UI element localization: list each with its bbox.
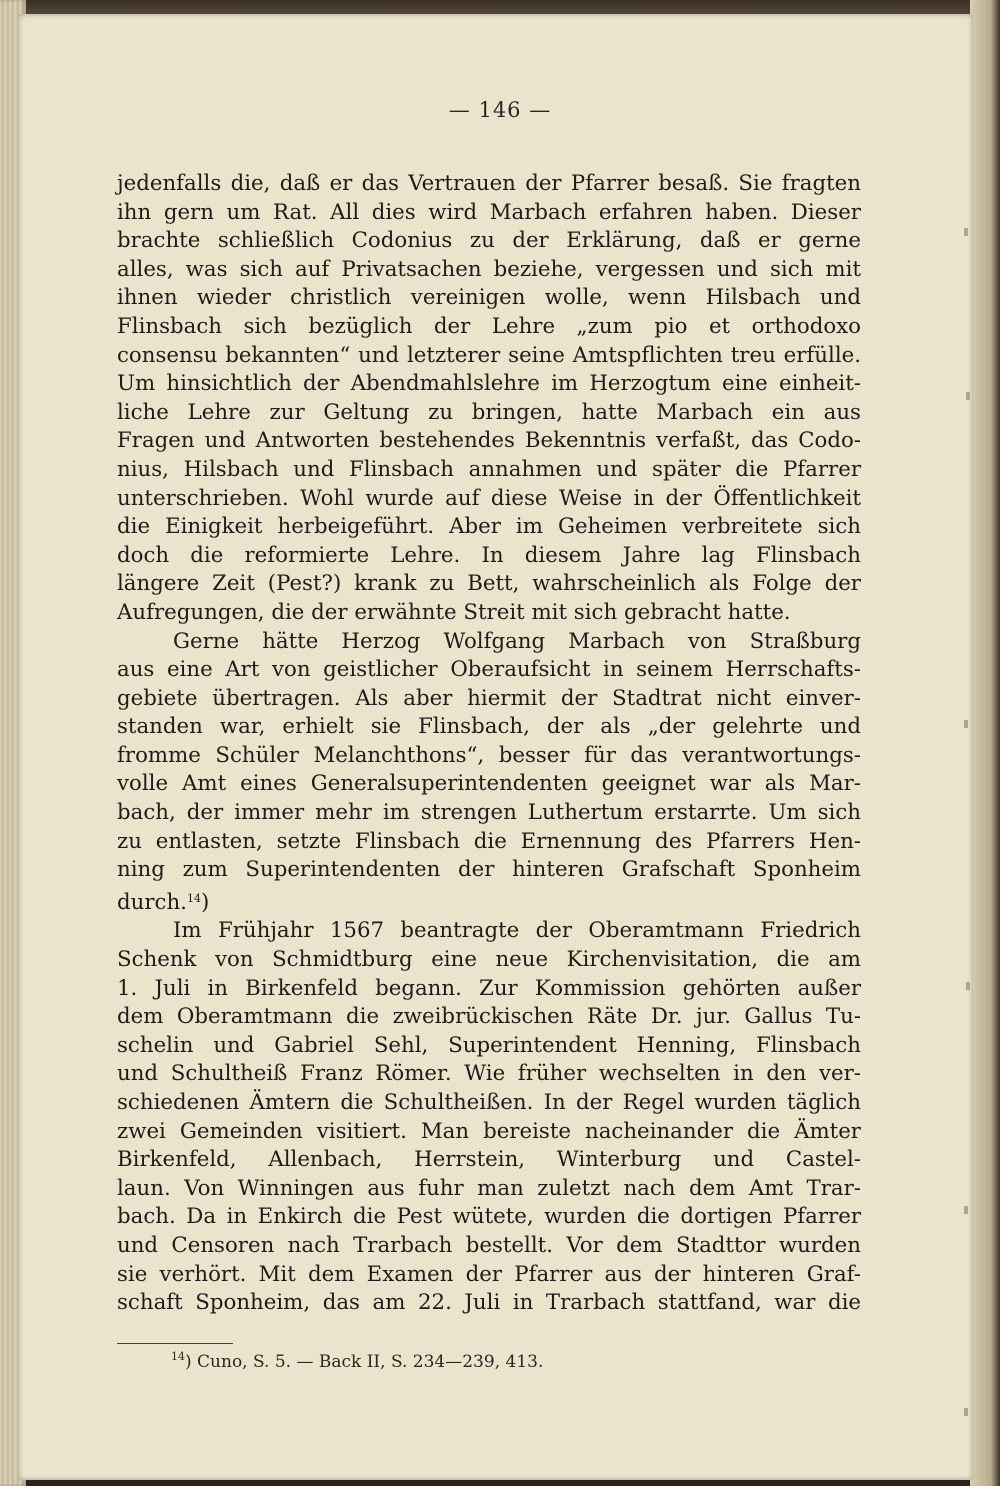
- text-line: alles, was sich auf Privatsachen beziehe, vergessen und sich mit: [117, 256, 861, 282]
- text-line: Birkenfeld, Allenbach, Herrstein, Winterburg und Castel-: [117, 1147, 861, 1173]
- text-line: schelin und Gabriel Sehl, Superintendent Henning, Flinsbach: [117, 1032, 861, 1058]
- text-line: die Einigkeit herbeigeführt. Aber im Geheimen verbreitete sich: [117, 514, 861, 540]
- edge-mark: [966, 392, 970, 400]
- text-line: Flinsbach sich bezüglich der Lehre „zum pio et orthodoxo: [117, 313, 861, 339]
- text-line: längere Zeit (Pest?) krank zu Bett, wahrscheinlich als Folge der: [117, 571, 861, 597]
- text-line: zu entlasten, setzte Flinsbach die Ernennung des Pfarrers Hen-: [117, 828, 861, 854]
- body-text: [117, 170, 861, 1318]
- footnote: [171, 1350, 543, 1372]
- text-line: schaft Sponheim, das am 22. Juli in Trarbach stattfand, war die: [117, 1290, 861, 1316]
- text-line: durch.: [117, 889, 187, 915]
- text-line: Im Frühjahr 1567 beantragte der Oberamtmann Friedrich: [173, 918, 861, 944]
- text-line: doch die reformierte Lehre. In diesem Jahre lag Flinsbach: [117, 542, 861, 568]
- text-line: 1. Juli in Birkenfeld begann. Zur Kommission gehörten außer: [117, 975, 861, 1001]
- text-line: ihn gern um Rat. All dies wird Marbach erfahren haben. Dieser: [117, 199, 861, 225]
- text-line: Aufregungen, die der erwähnte Streit mit sich gebracht hatte.: [117, 599, 791, 625]
- page-edge-right: [970, 0, 1000, 1486]
- page-number: — 146 —: [448, 98, 552, 122]
- text-line: sie verhört. Mit dem Examen der Pfarrer aus der hinteren Graf-: [117, 1261, 861, 1287]
- text-line: und Schultheiß Franz Römer. Wie früher wechselten in den ver-: [117, 1061, 861, 1087]
- edge-mark: [964, 1206, 968, 1214]
- text-line: standen war, erhielt sie Flinsbach, der als „der gelehrte und: [117, 714, 861, 740]
- text-line: Um hinsichtlich der Abendmahlslehre im Herzogtum eine einheit-: [117, 371, 861, 397]
- text-line: jedenfalls die, daß er das Vertrauen der Pfarrer besaß. Sie fragten: [117, 171, 861, 196]
- text-line: Fragen und Antworten bestehendes Bekenntnis verfaßt, das Codo-: [117, 428, 861, 454]
- text-line: fromme Schüler Melanchthons“, besser für das verantwortungs-: [117, 742, 861, 768]
- text-line: nius, Hilsbach und Flinsbach annahmen und später die Pfarrer: [117, 456, 861, 482]
- text-line: brachte schließlich Codonius zu der Erklärung, daß er gerne: [117, 228, 861, 254]
- text-line: laun. Von Winningen aus fuhr man zuletzt nach dem Amt Trar-: [117, 1175, 861, 1201]
- text-line: schiedenen Ämtern die Schultheißen. In der Regel wurden täglich: [117, 1090, 861, 1115]
- text-line: ihnen wieder christlich vereinigen wolle, wenn Hilsbach und: [117, 285, 861, 311]
- edge-mark: [964, 720, 968, 728]
- text-line: volle Amt eines Generalsuperintendenten geeignet war als Mar-: [117, 771, 861, 797]
- footnote-reference: 14: [186, 891, 201, 905]
- text-line: bach, der immer mehr im strengen Luthertum erstarrte. Um sich: [117, 800, 861, 826]
- text-line: Schenk von Schmidtburg eine neue Kirchenvisitation, die am: [117, 947, 861, 973]
- footnote-number: 14: [171, 1350, 185, 1363]
- text-line: consensu bekannten“ und letzterer seine Amtspflichten treu erfülle.: [117, 342, 861, 368]
- footnote-reference-close: ): [200, 889, 210, 915]
- text-line: gebiete übertragen. Als aber hiermit der Stadtrat nicht einver-: [117, 685, 861, 711]
- text-line: ning zum Superintendenten der hinteren Grafschaft Sponheim: [117, 857, 861, 883]
- edge-mark: [966, 982, 970, 990]
- edge-mark: [964, 1408, 968, 1416]
- text-line: liche Lehre zur Geltung zu bringen, hatte Marbach ein aus: [117, 399, 861, 425]
- text-line: dem Oberamtmann die zweibrückischen Räte Dr. jur. Gallus Tu-: [117, 1004, 861, 1030]
- text-line: bach. Da in Enkirch die Pest wütete, wurden die dortigen Pfarrer: [117, 1204, 861, 1230]
- footnote-rule: [117, 1343, 233, 1344]
- text-line: unterschrieben. Wohl wurde auf diese Weise in der Öffentlichkeit: [117, 485, 861, 511]
- text-line-with-note: [117, 885, 861, 918]
- text-line: zwei Gemeinden visitiert. Man bereiste nacheinander die Ämter: [117, 1118, 861, 1144]
- text-line: aus eine Art von geistlicher Oberaufsicht in seinem Herrschafts-: [117, 657, 861, 683]
- footnote-text: ) Cuno, S. 5. — Back II, S. 234—239, 413.: [185, 1352, 544, 1372]
- edge-mark: [964, 228, 968, 236]
- text-line: Gerne hätte Herzog Wolfgang Marbach von Straßburg: [173, 628, 861, 654]
- text-line: und Censoren nach Trarbach bestellt. Vor dem Stadttor wurden: [117, 1232, 861, 1258]
